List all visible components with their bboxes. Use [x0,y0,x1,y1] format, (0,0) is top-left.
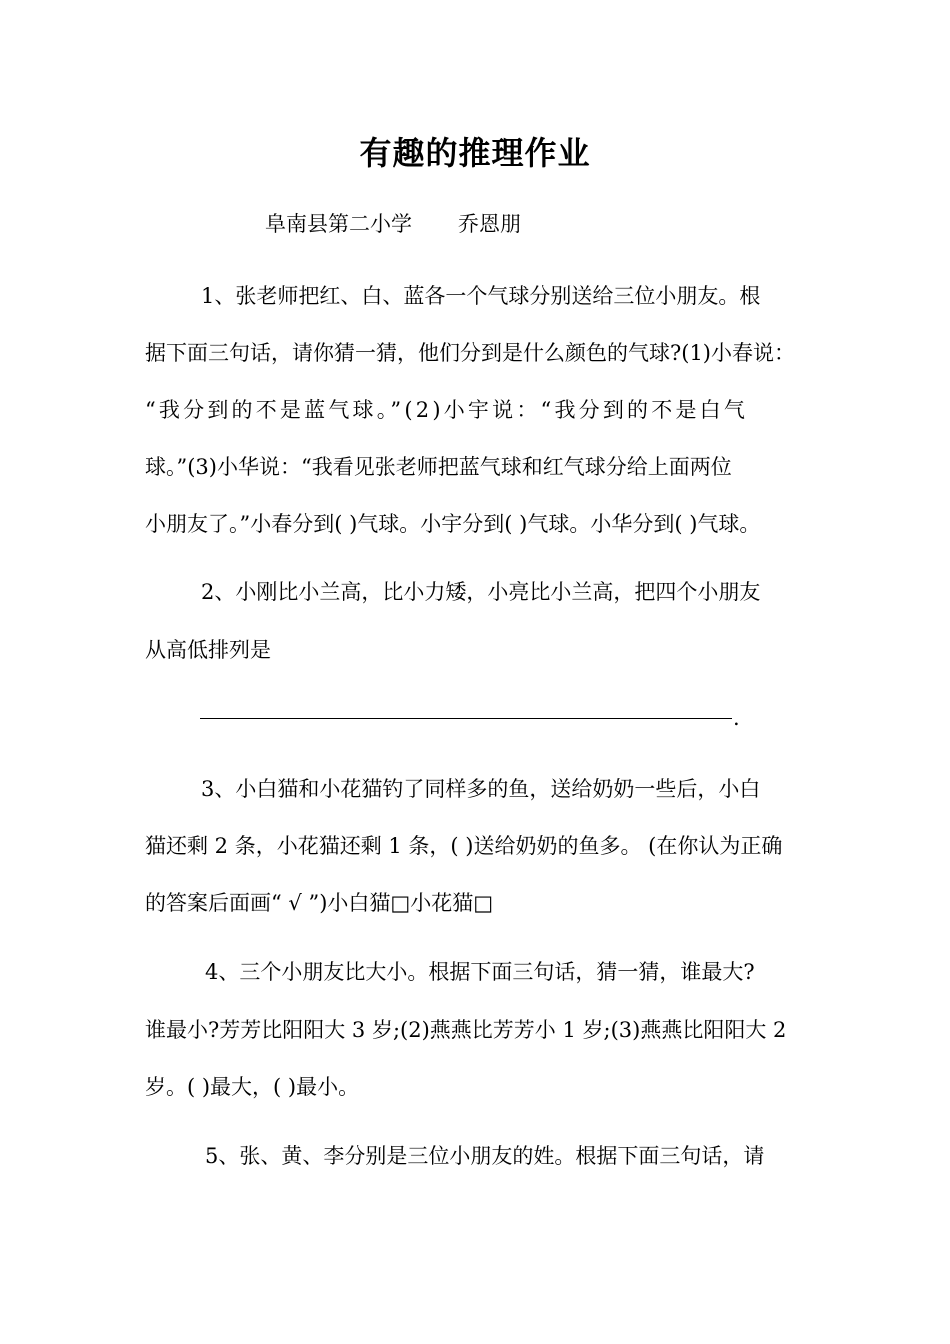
q1-line-5: 小朋友了。”小春分到( )气球。小宇分到( )气球。小华分到( )气球。 [145,512,761,536]
q3-line-2: 猫还剩 2 条，小花猫还剩 1 条，( )送给奶奶的鱼多。 (在你认为正确 [145,834,783,858]
q3-line-1: 3、小白猫和小花猫钓了同样多的鱼，送给奶奶一些后，小白 [201,777,761,801]
q1-line-4: 球。”(3)小华说：“我看见张老师把蓝气球和红气球分给上面两位 [145,455,732,479]
q4-line-2: 谁最小?芳芳比阳阳大 3 岁;(2)燕燕比芳芳小 1 岁;(3)燕燕比阳阳大 2 [145,1018,787,1042]
q1-line-2: 据下面三句话，请你猜一猜，他们分到是什么颜色的气球?(1)小春说： [145,341,796,365]
q2-line-1: 2、小刚比小兰高，比小力矮，小亮比小兰高，把四个小朋友 [201,580,761,604]
q4-line-3: 岁。( )最大，( )最小。 [145,1075,360,1099]
q2-blank-end: . [733,706,740,730]
author-school: 阜南县第二小学 [265,212,412,236]
document-title: 有趣的推理作业 [359,134,591,172]
q1-line-3: “我分到的不是蓝气球。”(2)小宇说：“我分到的不是白气 [145,398,749,422]
q5-line-1: 5、张、黄、李分别是三位小朋友的姓。根据下面三句话，请 [205,1144,765,1168]
author-line [265,208,521,238]
q4-line-1: 4、三个小朋友比大小。根据下面三句话，猜一猜，谁最大? [205,960,755,984]
q3-line-3: 的答案后面画“ √ ”)小白猫□小花猫□ [145,891,494,915]
q2-answer-blank[interactable] [200,718,732,719]
q2-line-2: 从高低排列是 [145,638,271,662]
author-name: 乔恩朋 [458,212,521,236]
q1-line-1: 1、张老师把红、白、蓝各一个气球分别送给三位小朋友。根 [201,284,761,308]
